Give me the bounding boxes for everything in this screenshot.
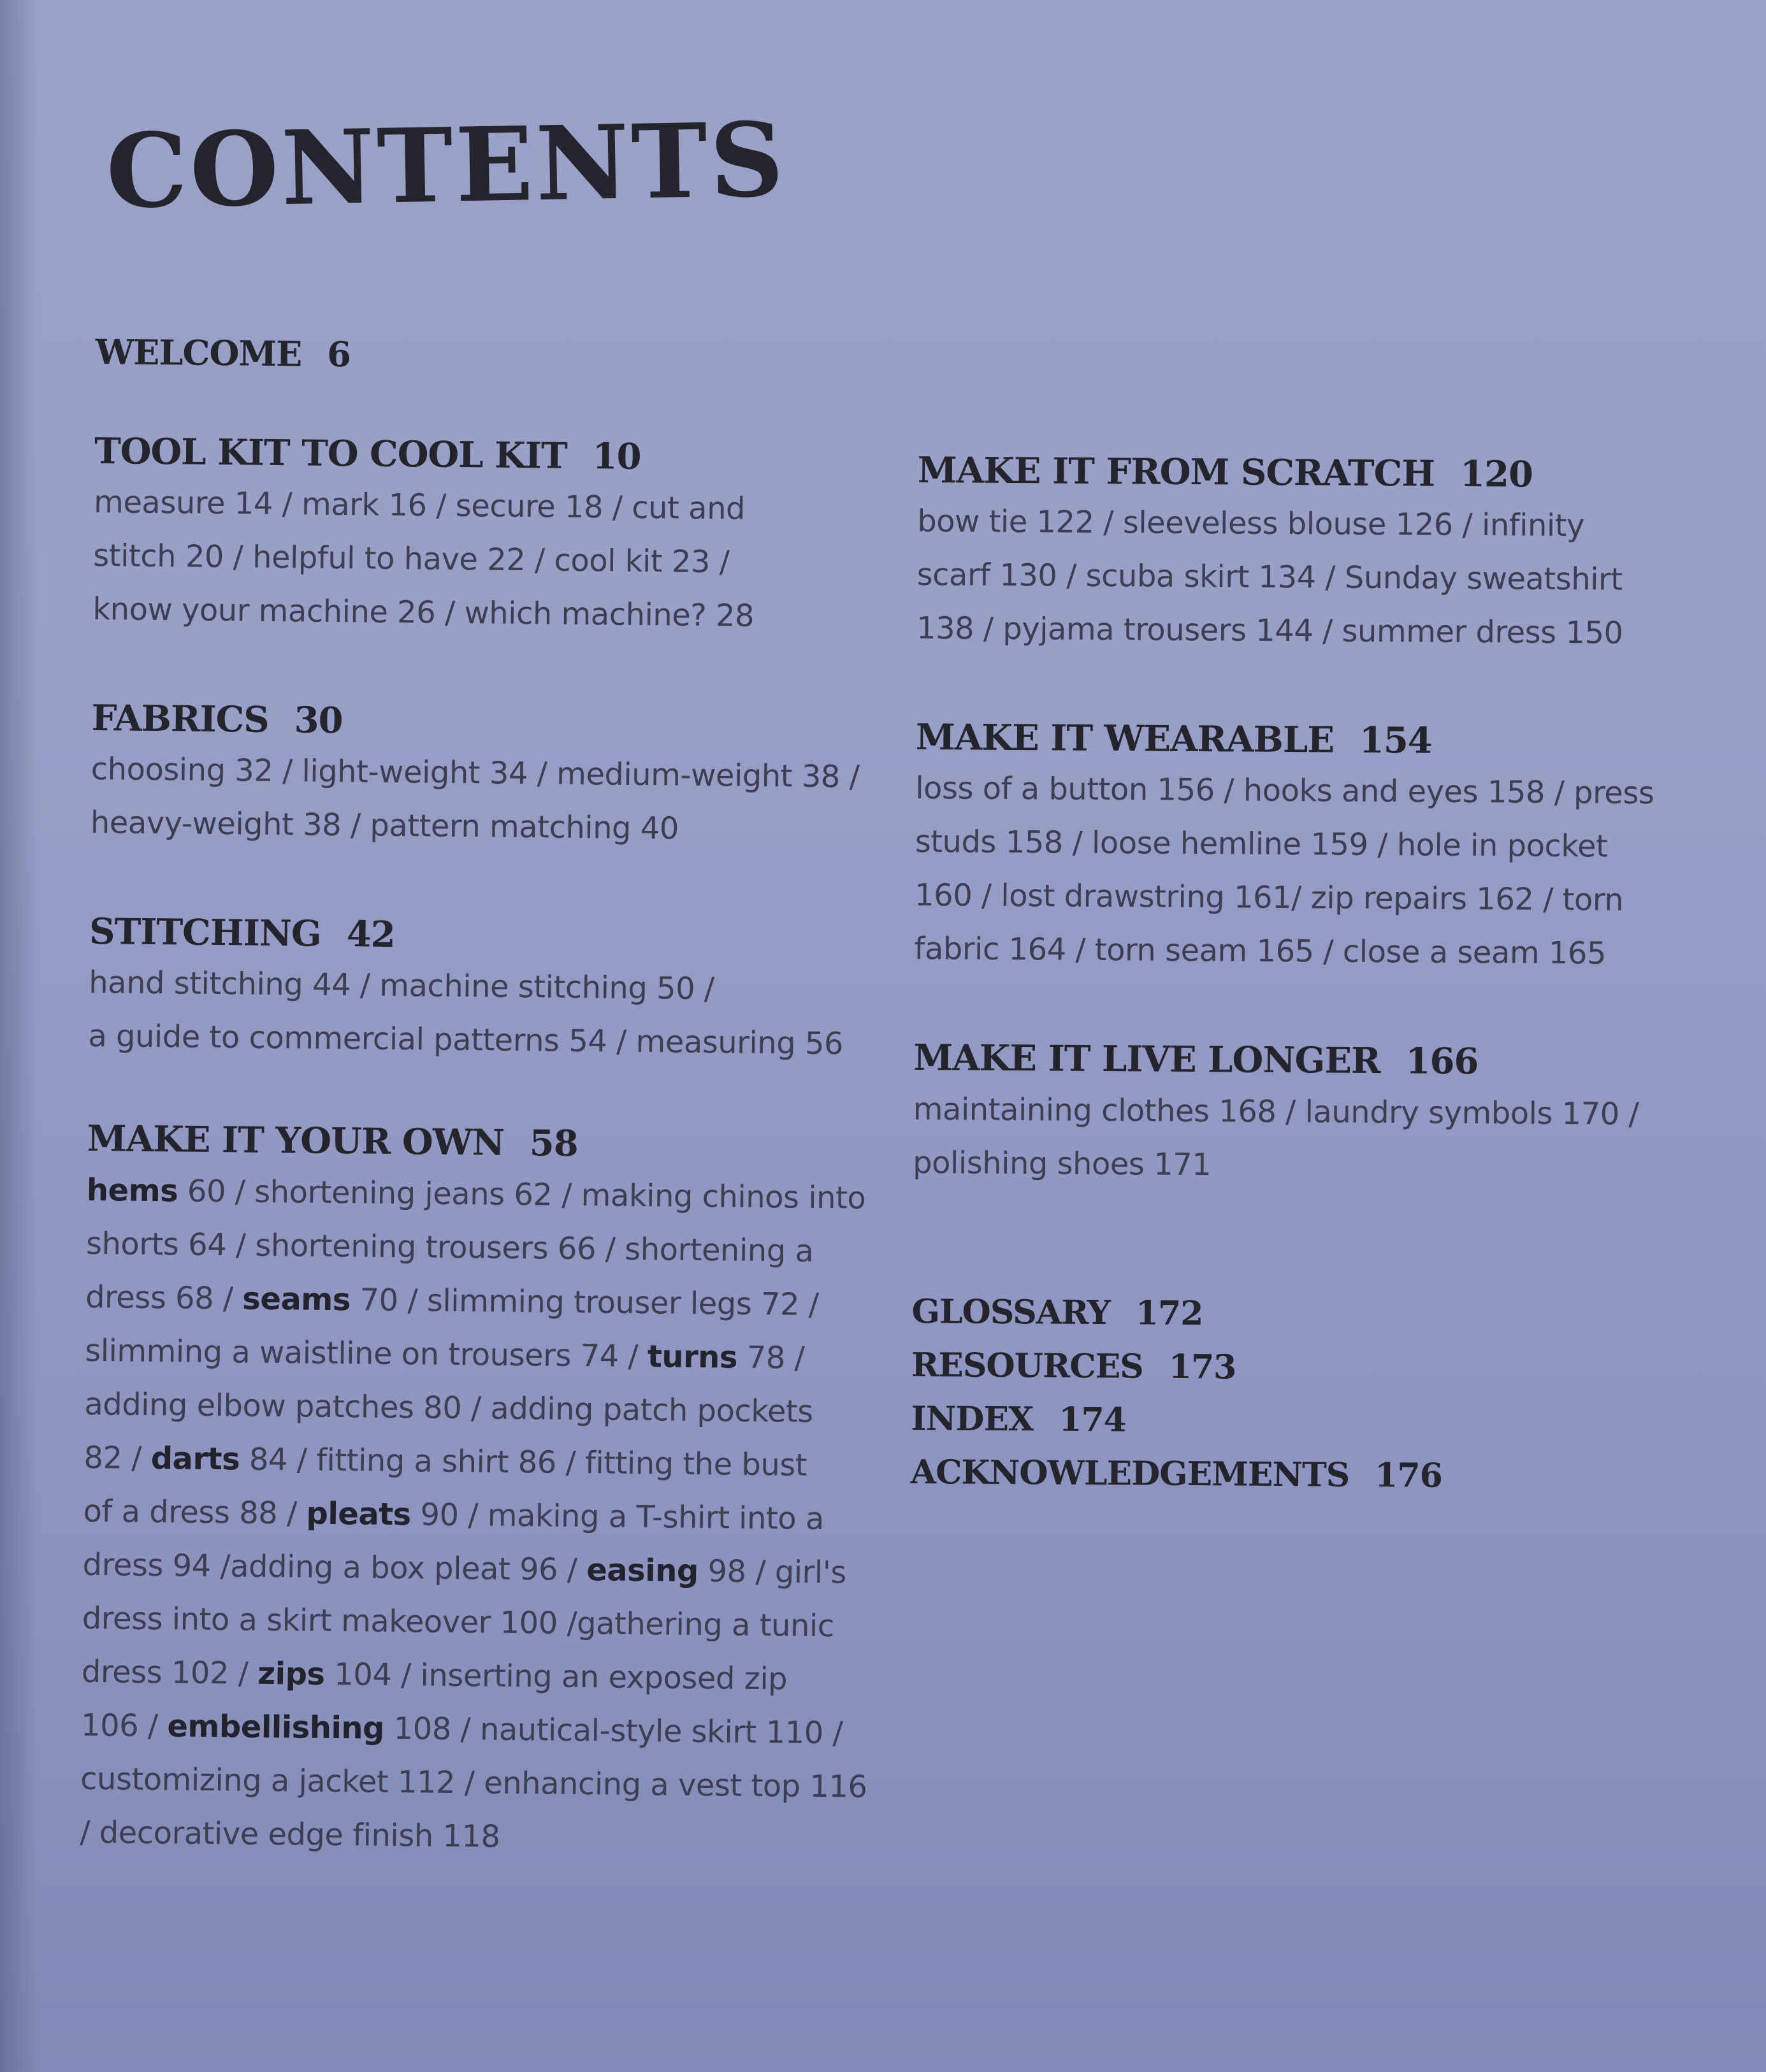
entry-line: choosing 32 / light-weight 34 / medium-weight 38 / [90, 751, 860, 795]
toc-entry-page: 6 [327, 333, 351, 375]
entry-line: 138 / pyjama trousers 144 / summer dress 150 [916, 610, 1623, 651]
section-label: MAKE IT LIVE LONGER [913, 1037, 1380, 1083]
toc-entry-page: 174 [1059, 1400, 1127, 1439]
toc-entry-label: RESOURCES [911, 1345, 1144, 1386]
toc-entry-page: 172 [1135, 1293, 1203, 1333]
toc-entry-label: ACKNOWLEDGEMENTS [910, 1452, 1350, 1495]
entry-category-label: turns [647, 1338, 738, 1376]
entry-line: know your machine 26 / which machine? 28 [92, 591, 755, 634]
section-heading [89, 910, 912, 962]
left-column [80, 331, 918, 1867]
entry-text: adding elbow patches 80 / adding patch pockets [84, 1386, 814, 1430]
section-entries [88, 956, 911, 1071]
toc-entry-index [911, 1392, 1733, 1451]
entry-text: dress 94 /adding a box pleat 96 / [82, 1546, 587, 1588]
right-column [910, 449, 1739, 1505]
entry-line: maintaining clothes 168 / laundry symbols 170 / [913, 1091, 1639, 1132]
section-entries [916, 494, 1740, 661]
toc-section-make-it-your-own [80, 1118, 909, 1867]
entry-text: 82 / [83, 1439, 152, 1476]
entry-line: 160 / lost drawstring 161/ zip repairs 162 / torn [914, 877, 1624, 919]
entry-text: 70 / slimming trouser legs 72 / [350, 1281, 819, 1323]
toc-entry-acknowledgements [910, 1446, 1733, 1505]
entry-text: of a dress 88 / [83, 1493, 307, 1532]
toc-section-tool-kit [92, 430, 916, 645]
entry-category-label: zips [257, 1655, 325, 1692]
entry-line [83, 1484, 906, 1546]
entry-line: loss of a button 156 / hooks and eyes 158 / press [915, 770, 1654, 812]
entry-text: 90 / making a T-shirt into a [410, 1496, 825, 1537]
toc-entry-page: 173 [1168, 1347, 1236, 1387]
toc-section-make-it-live-longer [913, 1037, 1736, 1195]
toc-entry-welcome [95, 331, 918, 381]
entry-line [85, 1270, 908, 1332]
entry-line [80, 1805, 902, 1867]
toc-section-make-it-wearable [914, 716, 1738, 981]
toc-entry-label: GLOSSARY [911, 1291, 1111, 1332]
toc-entry-label: WELCOME [95, 331, 302, 375]
entry-category-label: darts [150, 1440, 240, 1478]
section-page: 154 [1359, 719, 1433, 762]
section-page: 58 [529, 1122, 579, 1165]
entry-text: dress 68 / [85, 1279, 243, 1317]
section-heading [918, 449, 1740, 498]
entry-line: studs 158 / loose hemline 159 / hole in pocket [915, 824, 1608, 865]
section-page: 166 [1405, 1040, 1479, 1083]
entry-line [85, 1323, 908, 1386]
entry-text: 78 / [737, 1339, 805, 1376]
entry-line [83, 1430, 906, 1493]
section-entries [90, 742, 913, 858]
toc-entry-page: 176 [1375, 1455, 1443, 1495]
section-page: 10 [592, 435, 641, 478]
entry-line: fabric 164 / torn seam 165 / close a seam 165 [914, 931, 1607, 972]
entry-line: heavy-weight 38 / pattern matching 40 [90, 805, 679, 847]
entry-text: 60 / shortening jeans 62 / making chinos into [177, 1172, 866, 1216]
section-label: MAKE IT YOUR OWN [87, 1118, 505, 1165]
entry-text: 98 / girl's [698, 1553, 847, 1590]
entry-text: 106 / [80, 1707, 168, 1744]
section-entries [80, 1163, 909, 1867]
entry-line: hand stitching 44 / machine stitching 50 / [89, 965, 714, 1007]
entry-line [86, 1216, 909, 1279]
entry-category-label: embellishing [167, 1708, 385, 1746]
section-heading [91, 697, 914, 749]
section-label: FABRICS [91, 696, 269, 741]
section-label: STITCHING [89, 910, 322, 955]
toc-entry-resources [911, 1339, 1734, 1398]
toc-entry-glossary [911, 1285, 1734, 1344]
entry-text: customizing a jacket 112 / enhancing a vest top 116 [80, 1760, 867, 1805]
entry-text: dress 102 / [81, 1653, 258, 1692]
section-heading [913, 1037, 1735, 1085]
section-entries [914, 761, 1737, 981]
entry-text: 108 / nautical-style skirt 110 / [384, 1710, 843, 1751]
section-entries [92, 475, 916, 644]
entry-line [82, 1644, 904, 1707]
page-title: CONTENTS [105, 99, 787, 231]
entry-line [82, 1591, 904, 1653]
entry-text: slimming a waistline on trousers 74 / [84, 1332, 648, 1374]
entry-line [82, 1537, 905, 1600]
section-heading [916, 716, 1738, 765]
toc-section-make-it-from-scratch [916, 449, 1740, 661]
entry-text: dress into a skirt makeover 100 /gathering a tunic [82, 1600, 834, 1644]
page-gutter-shadow [0, 0, 38, 2072]
section-entries [913, 1083, 1735, 1195]
entry-line [80, 1752, 903, 1814]
entry-category-label: seams [242, 1281, 351, 1318]
section-page: 42 [346, 913, 396, 956]
entry-text: 104 / inserting an exposed zip [324, 1656, 788, 1697]
entry-line [84, 1377, 907, 1439]
section-heading [94, 430, 917, 482]
section-label: MAKE IT WEARABLE [915, 716, 1335, 761]
entry-line: bow tie 122 / sleeveless blouse 126 / infinity [917, 503, 1585, 544]
section-heading [87, 1118, 909, 1169]
back-matter-list [910, 1285, 1733, 1505]
section-page: 30 [294, 699, 343, 742]
toc-section-stitching [88, 910, 911, 1072]
entry-category-label: hems [86, 1172, 178, 1209]
toc-section-fabrics [90, 697, 913, 858]
entry-line: polishing shoes 171 [912, 1144, 1212, 1183]
entry-category-label: pleats [306, 1495, 412, 1532]
section-label: MAKE IT FROM SCRATCH [917, 449, 1435, 495]
entry-line [86, 1163, 909, 1225]
toc-entry-label: INDEX [911, 1399, 1034, 1439]
entry-line: stitch 20 / helpful to have 22 / cool kit 23 / [93, 537, 730, 580]
entry-text: shorts 64 / shortening trousers 66 / shortening a [85, 1225, 814, 1269]
entry-line [81, 1698, 904, 1760]
entry-line: a guide to commercial patterns 54 / measuring 56 [88, 1018, 844, 1062]
entry-text: 84 / fitting a shirt 86 / fitting the bust [239, 1441, 807, 1483]
section-label: TOOL KIT TO COOL KIT [94, 429, 567, 477]
entry-line: scarf 130 / scuba skirt 134 / Sunday sweatshirt [916, 557, 1623, 598]
section-page: 120 [1459, 452, 1533, 496]
entry-line: measure 14 / mark 16 / secure 18 / cut and [93, 484, 746, 527]
entry-category-label: easing [586, 1551, 699, 1589]
entry-text: / decorative edge finish 118 [80, 1814, 500, 1855]
